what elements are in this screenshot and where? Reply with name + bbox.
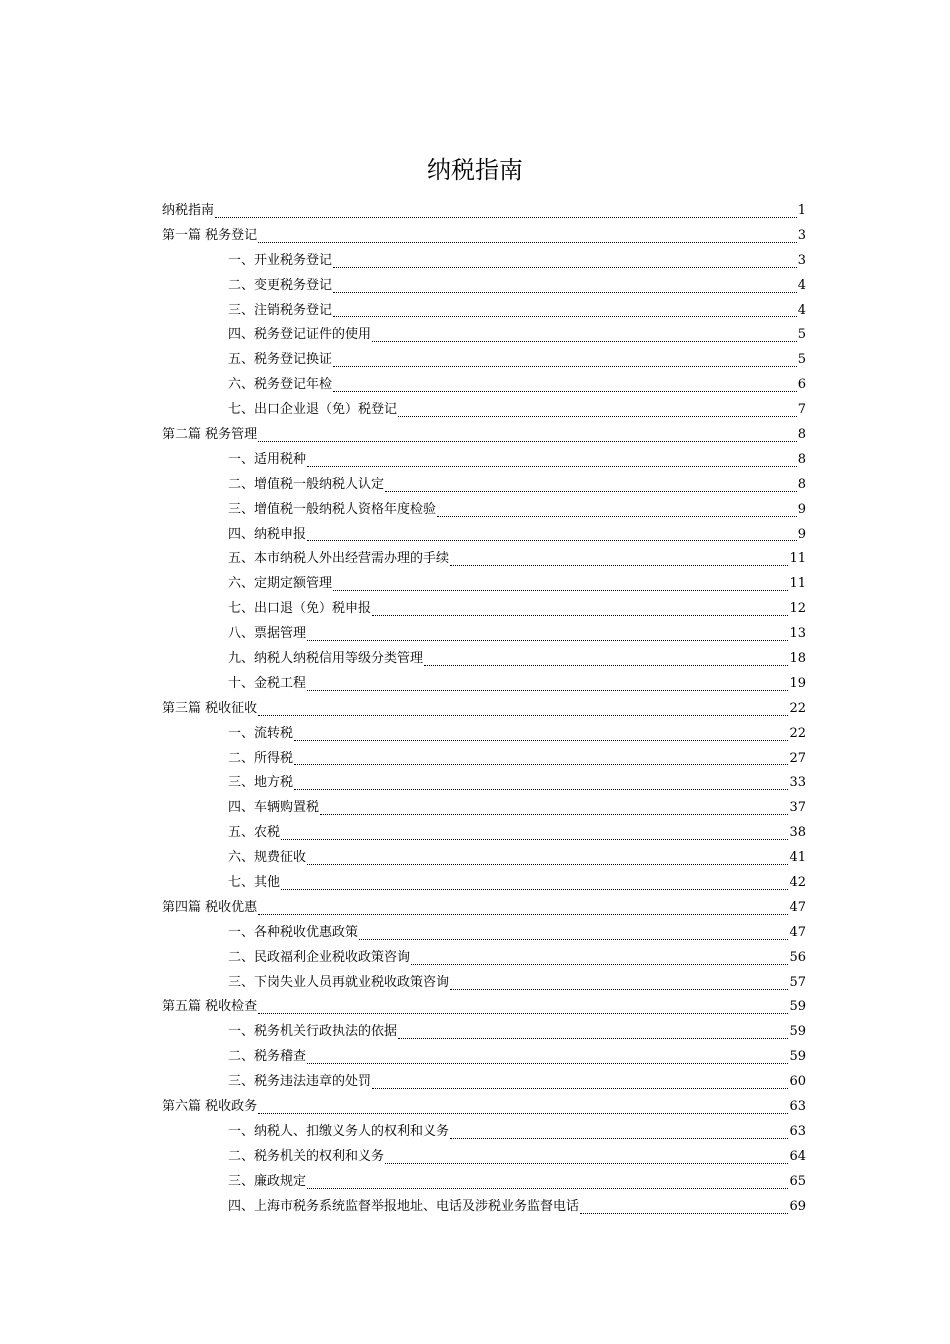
toc-entry-label: 二、民政福利企业税收政策咨询 bbox=[228, 949, 411, 965]
toc-page-number: 63 bbox=[789, 1123, 806, 1139]
toc-section-entry[interactable] bbox=[162, 299, 806, 324]
toc-dot-leader bbox=[333, 391, 797, 392]
toc-page-number: 41 bbox=[789, 850, 806, 866]
toc-page-number: 1 bbox=[797, 202, 806, 218]
toc-page-number: 19 bbox=[789, 675, 806, 691]
toc-entry-label: 二、税务稽查 bbox=[228, 1049, 307, 1065]
toc-dot-leader bbox=[424, 665, 788, 666]
toc-section-entry[interactable] bbox=[162, 921, 806, 946]
toc-entry-label: 二、所得税 bbox=[228, 750, 294, 766]
toc-dot-leader bbox=[372, 615, 788, 616]
toc-entry-label: 七、其他 bbox=[228, 875, 281, 891]
toc-page-number: 9 bbox=[797, 526, 806, 542]
toc-entry-label: 四、纳税申报 bbox=[228, 526, 307, 542]
page-title: 纳税指南 bbox=[427, 156, 523, 184]
toc-section-entry[interactable] bbox=[162, 1145, 806, 1170]
toc-dot-leader bbox=[307, 864, 788, 865]
toc-entry-label: 纳税指南 bbox=[162, 202, 215, 218]
toc-section-entry[interactable] bbox=[162, 547, 806, 572]
table-of-contents bbox=[162, 199, 806, 1220]
toc-section-entry[interactable] bbox=[162, 771, 806, 796]
toc-page-number: 3 bbox=[797, 227, 806, 243]
toc-dot-leader bbox=[281, 889, 788, 890]
toc-entry-label: 六、规费征收 bbox=[228, 850, 307, 866]
toc-section-entry[interactable] bbox=[162, 572, 806, 597]
toc-dot-leader bbox=[580, 1213, 788, 1214]
toc-entry-label: 一、开业税务登记 bbox=[228, 252, 333, 268]
toc-page-number: 5 bbox=[797, 327, 806, 343]
toc-dot-leader bbox=[359, 939, 788, 940]
toc-page-number: 38 bbox=[789, 825, 806, 841]
toc-page-number: 33 bbox=[789, 775, 806, 791]
toc-entry-label: 第三篇 税收征收 bbox=[162, 700, 258, 716]
toc-entry-label: 三、注销税务登记 bbox=[228, 302, 333, 318]
toc-entry-label: 五、本市纳税人外出经营需办理的手续 bbox=[228, 551, 450, 567]
toc-page-number: 5 bbox=[797, 352, 806, 368]
toc-page-number: 4 bbox=[797, 277, 806, 293]
toc-dot-leader bbox=[450, 989, 788, 990]
toc-entry-label: 二、增值税一般纳税人认定 bbox=[228, 476, 385, 492]
toc-dot-leader bbox=[385, 1163, 788, 1164]
toc-dot-leader bbox=[294, 764, 788, 765]
toc-dot-leader bbox=[294, 740, 788, 741]
toc-page-number: 12 bbox=[789, 601, 806, 617]
toc-page-number: 22 bbox=[789, 725, 806, 741]
toc-entry-label: 八、票据管理 bbox=[228, 626, 307, 642]
toc-entry-label: 一、税务机关行政执法的依据 bbox=[228, 1024, 398, 1040]
toc-dot-leader bbox=[307, 1188, 788, 1189]
toc-section-entry[interactable] bbox=[162, 971, 806, 996]
toc-dot-leader bbox=[333, 267, 797, 268]
toc-page-number: 9 bbox=[797, 501, 806, 517]
toc-page-number: 13 bbox=[789, 626, 806, 642]
toc-dot-leader bbox=[258, 1013, 788, 1014]
toc-section-entry[interactable] bbox=[162, 821, 806, 846]
toc-page-number: 59 bbox=[789, 1049, 806, 1065]
toc-part-entry[interactable] bbox=[162, 1095, 806, 1120]
toc-section-entry[interactable] bbox=[162, 622, 806, 647]
toc-section-entry[interactable] bbox=[162, 747, 806, 772]
toc-entry-label: 十、金税工程 bbox=[228, 675, 307, 691]
toc-section-entry[interactable] bbox=[162, 323, 806, 348]
toc-page-number: 4 bbox=[797, 302, 806, 318]
toc-page-number: 18 bbox=[789, 651, 806, 667]
toc-entry-label: 第六篇 税收政务 bbox=[162, 1099, 258, 1115]
toc-page-number: 47 bbox=[789, 899, 806, 915]
toc-dot-leader bbox=[258, 715, 788, 716]
toc-entry-label: 第五篇 税收检查 bbox=[162, 999, 258, 1015]
toc-part-entry[interactable] bbox=[162, 423, 806, 448]
toc-dot-leader bbox=[437, 516, 797, 517]
toc-entry-label: 第二篇 税务管理 bbox=[162, 427, 258, 442]
toc-page-number: 59 bbox=[789, 999, 806, 1015]
toc-dot-leader bbox=[294, 789, 788, 790]
toc-page-number: 42 bbox=[789, 875, 806, 891]
toc-section-entry[interactable] bbox=[162, 722, 806, 747]
toc-section-entry[interactable] bbox=[162, 1070, 806, 1095]
toc-dot-leader bbox=[372, 341, 797, 342]
toc-dot-leader bbox=[307, 1063, 788, 1064]
toc-page-number: 8 bbox=[797, 476, 806, 492]
toc-entry-label: 四、车辆购置税 bbox=[228, 800, 320, 816]
toc-part-entry[interactable] bbox=[162, 896, 806, 921]
toc-page-number: 63 bbox=[789, 1099, 806, 1115]
toc-part-entry[interactable] bbox=[162, 697, 806, 722]
toc-page-number: 22 bbox=[789, 700, 806, 716]
toc-section-entry[interactable] bbox=[162, 672, 806, 697]
toc-page-number: 8 bbox=[797, 427, 806, 442]
toc-entry-label: 五、税务登记换证 bbox=[228, 352, 333, 368]
toc-entry-label: 四、税务登记证件的使用 bbox=[228, 327, 372, 343]
toc-dot-leader bbox=[307, 640, 788, 641]
toc-section-entry[interactable] bbox=[162, 373, 806, 398]
toc-dot-leader bbox=[333, 590, 788, 591]
toc-section-entry[interactable] bbox=[162, 473, 806, 498]
toc-entry-label: 六、定期定额管理 bbox=[228, 576, 333, 592]
toc-dot-leader bbox=[411, 964, 788, 965]
toc-entry-label: 五、农税 bbox=[228, 825, 281, 841]
toc-entry-label: 四、上海市税务系统监督举报地址、电话及涉税业务监督电话 bbox=[228, 1198, 580, 1214]
toc-section-entry[interactable] bbox=[162, 398, 806, 423]
toc-section-entry[interactable] bbox=[162, 647, 806, 672]
toc-dot-leader bbox=[385, 491, 797, 492]
toc-dot-leader bbox=[307, 690, 788, 691]
toc-page-number: 27 bbox=[789, 750, 806, 766]
toc-section-entry[interactable] bbox=[162, 523, 806, 548]
toc-entry-label: 三、下岗失业人员再就业税收政策咨询 bbox=[228, 974, 450, 990]
toc-dot-leader bbox=[450, 1138, 788, 1139]
toc-page-number: 47 bbox=[789, 924, 806, 940]
toc-entry-label: 二、税务机关的权利和义务 bbox=[228, 1148, 385, 1164]
toc-entry-label: 三、增值税一般纳税人资格年度检验 bbox=[228, 501, 437, 517]
toc-entry-label: 一、纳税人、扣缴义务人的权利和义务 bbox=[228, 1123, 450, 1139]
toc-page-number: 57 bbox=[789, 974, 806, 990]
toc-section-entry[interactable] bbox=[162, 498, 806, 523]
toc-page-number: 7 bbox=[797, 402, 806, 418]
toc-part-entry[interactable] bbox=[162, 199, 806, 224]
toc-page-number: 60 bbox=[789, 1074, 806, 1090]
toc-section-entry[interactable] bbox=[162, 448, 806, 473]
toc-page-number: 37 bbox=[789, 800, 806, 816]
toc-dot-leader bbox=[333, 316, 797, 317]
toc-dot-leader bbox=[307, 540, 797, 541]
toc-entry-label: 六、税务登记年检 bbox=[228, 377, 333, 393]
toc-entry-label: 一、流转税 bbox=[228, 725, 294, 741]
toc-section-entry[interactable] bbox=[162, 1120, 806, 1145]
toc-dot-leader bbox=[398, 416, 797, 417]
toc-entry-label: 一、适用税种 bbox=[228, 451, 307, 467]
toc-page-number: 3 bbox=[797, 252, 806, 268]
toc-dot-leader bbox=[450, 565, 788, 566]
toc-section-entry[interactable] bbox=[162, 871, 806, 896]
toc-section-entry[interactable] bbox=[162, 796, 806, 821]
toc-entry-label: 二、变更税务登记 bbox=[228, 277, 333, 293]
toc-page-number: 64 bbox=[789, 1148, 806, 1164]
toc-dot-leader bbox=[281, 839, 788, 840]
toc-dot-leader bbox=[320, 814, 788, 815]
toc-section-entry[interactable] bbox=[162, 348, 806, 373]
toc-page-number: 6 bbox=[797, 377, 806, 393]
toc-dot-leader bbox=[258, 1113, 788, 1114]
toc-entry-label: 一、各种税收优惠政策 bbox=[228, 924, 359, 940]
toc-dot-leader bbox=[333, 366, 797, 367]
toc-entry-label: 七、出口退（免）税申报 bbox=[228, 601, 372, 617]
toc-dot-leader bbox=[258, 441, 797, 442]
toc-section-entry[interactable] bbox=[162, 846, 806, 871]
toc-entry-label: 第四篇 税收优惠 bbox=[162, 899, 258, 915]
toc-entry-label: 三、地方税 bbox=[228, 775, 294, 791]
toc-entry-label: 第一篇 税务登记 bbox=[162, 227, 258, 243]
toc-dot-leader bbox=[258, 242, 797, 243]
toc-section-entry[interactable] bbox=[162, 249, 806, 274]
toc-page-number: 69 bbox=[789, 1198, 806, 1214]
toc-page-number: 65 bbox=[789, 1173, 806, 1189]
toc-page-number: 59 bbox=[789, 1024, 806, 1040]
toc-section-entry[interactable] bbox=[162, 1195, 806, 1220]
toc-page-number: 56 bbox=[789, 949, 806, 965]
toc-page-number: 11 bbox=[789, 576, 806, 592]
toc-page-number: 8 bbox=[797, 451, 806, 467]
toc-dot-leader bbox=[307, 466, 797, 467]
toc-dot-leader bbox=[398, 1038, 788, 1039]
toc-entry-label: 三、税务违法违章的处罚 bbox=[228, 1074, 372, 1090]
toc-section-entry[interactable] bbox=[162, 1045, 806, 1070]
toc-entry-label: 三、廉政规定 bbox=[228, 1173, 307, 1189]
toc-dot-leader bbox=[333, 292, 797, 293]
toc-dot-leader bbox=[215, 217, 797, 218]
toc-part-entry[interactable] bbox=[162, 996, 806, 1021]
toc-part-entry[interactable] bbox=[162, 224, 806, 249]
toc-section-entry[interactable] bbox=[162, 597, 806, 622]
toc-section-entry[interactable] bbox=[162, 274, 806, 299]
toc-section-entry[interactable] bbox=[162, 1170, 806, 1195]
toc-dot-leader bbox=[258, 914, 788, 915]
toc-section-entry[interactable] bbox=[162, 1020, 806, 1045]
toc-entry-label: 七、出口企业退（免）税登记 bbox=[228, 402, 398, 418]
toc-dot-leader bbox=[372, 1088, 788, 1089]
toc-section-entry[interactable] bbox=[162, 946, 806, 971]
toc-entry-label: 九、纳税人纳税信用等级分类管理 bbox=[228, 651, 424, 667]
toc-page-number: 11 bbox=[789, 551, 806, 567]
